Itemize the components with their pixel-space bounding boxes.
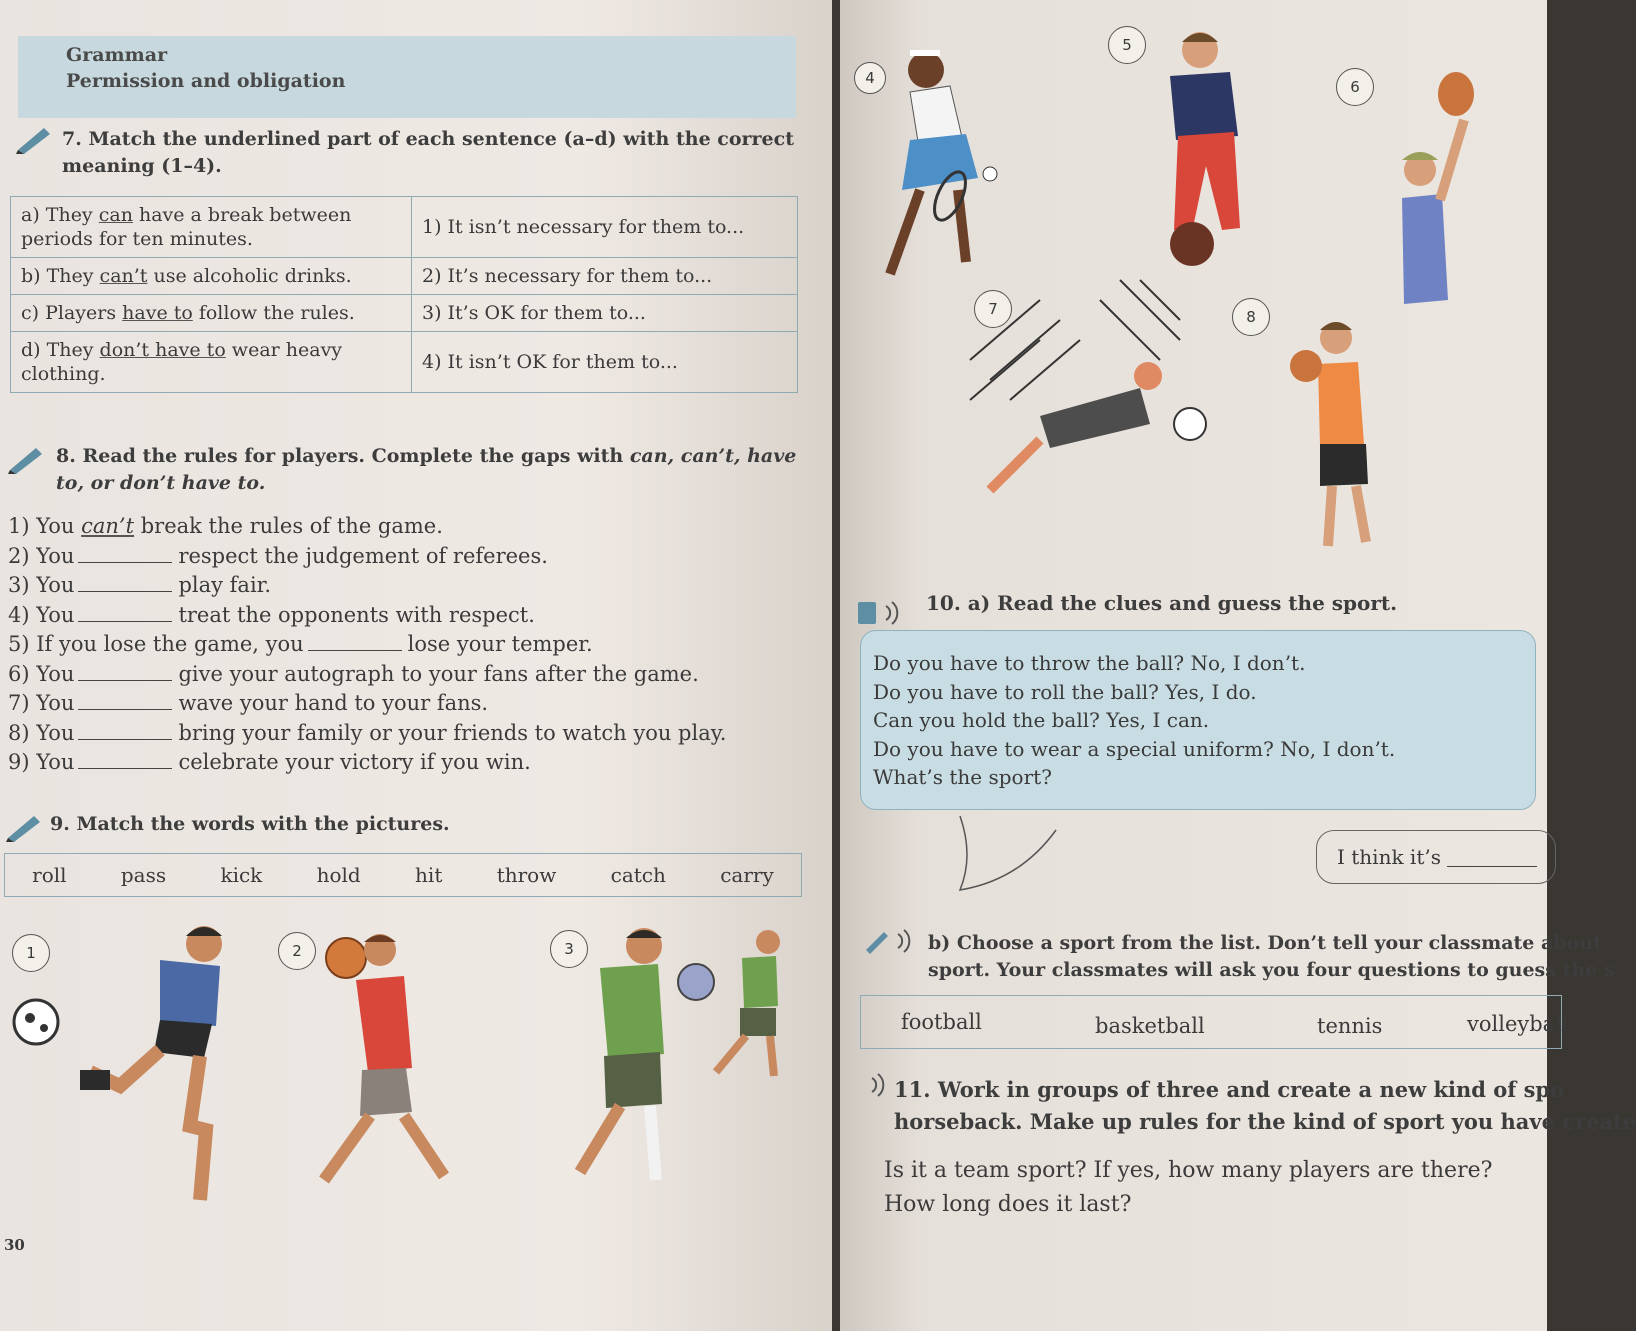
ex8-item <box>8 689 823 719</box>
clue-line: Do you have to roll the ball? Yes, I do. <box>873 679 1257 704</box>
speech-bubble-tail <box>950 812 1070 892</box>
ex8-item <box>8 630 823 660</box>
clue-speech-bubble <box>860 630 1536 810</box>
ex8-blank[interactable] <box>78 691 172 710</box>
ex8-list <box>8 512 823 778</box>
ex8-item-end: treat the opponents with respect. <box>178 602 535 627</box>
ex10a-heading: 10. a) Read the clues and guess the sport. <box>926 591 1398 615</box>
ex8-item-start: 4) You <box>8 602 75 627</box>
sport-list-box <box>860 995 1569 1049</box>
ex8-item-end: celebrate your victory if you win. <box>178 750 531 774</box>
ex9-word: carry <box>720 863 774 887</box>
ex10b-line1: b) Choose a sport from the list. Don’t tell your classmate about <box>928 932 1602 954</box>
sentence-text: c) Players <box>21 302 123 324</box>
ex8-options-b: to, or don’t have to. <box>56 472 266 494</box>
sentence-text: use alcoholic drinks. <box>147 265 352 287</box>
ex8-item-end: play fair. <box>178 573 272 597</box>
right-page <box>840 0 1636 1331</box>
ex8-item <box>8 571 823 601</box>
ex8-item <box>8 601 823 631</box>
ex8-item-start: 6) You <box>8 661 75 686</box>
ex9-word: roll <box>32 863 67 887</box>
ex7-row <box>11 332 798 393</box>
basketball-throwing-player-illustration <box>1402 72 1474 304</box>
underlined-phrase: don’t have to <box>99 339 226 361</box>
reply-text: I think it’s <box>1337 845 1441 869</box>
picture-number: 4 <box>854 62 886 94</box>
picture-number: 3 <box>550 930 588 968</box>
ex8-blank[interactable] <box>78 573 172 592</box>
page-number: 30 <box>4 1236 25 1254</box>
ex8-blank[interactable] <box>78 750 172 769</box>
ex7-sentence-cell <box>11 332 412 393</box>
ex7-sentence-cell <box>11 258 412 295</box>
grammar-subtitle: Permission and obligation <box>66 70 346 92</box>
ex8-blank[interactable] <box>308 632 402 651</box>
pencil-icon <box>16 124 52 154</box>
sentence-text: d) They <box>21 339 100 361</box>
reply-speech-bubble <box>1316 830 1556 884</box>
pencil-icon <box>8 444 44 474</box>
ex8-blank[interactable] <box>78 662 172 681</box>
book-audio-icon <box>856 598 916 628</box>
sport-option: basketball <box>1095 1014 1205 1038</box>
ex8-item-end: respect the judgement of referees. <box>178 543 548 568</box>
kicking-player-illustration <box>14 926 222 1200</box>
goalkeeper-illustration <box>970 280 1206 490</box>
ex8-item-end: break the rules of the game. <box>134 514 443 538</box>
reply-blank <box>1447 848 1537 867</box>
ex8-heading <box>56 443 816 497</box>
ex7-sentence-cell <box>11 197 412 258</box>
sentence-text: follow the rules. <box>192 302 355 324</box>
ex8-item-start: 9) You <box>8 750 75 774</box>
ex7-row <box>11 197 798 258</box>
ex11-line1: 11. Work in groups of three and create a new kind of spo <box>894 1077 1565 1102</box>
ex7-row <box>11 295 798 332</box>
ex8-heading-text: 8. Read the rules for players. Complete the gaps with <box>56 445 630 467</box>
ex8-example-answer: can’t <box>81 514 135 538</box>
ex11-heading <box>894 1074 1636 1138</box>
ex9-word: kick <box>220 863 263 887</box>
underlined-phrase: can’t <box>99 265 148 287</box>
sport-option: football <box>901 1010 982 1034</box>
picture-number: 1 <box>12 934 50 972</box>
ex7-sentence-cell <box>11 295 412 332</box>
ex11-bullet: Is it a team sport? If yes, how many players are there? <box>884 1158 1493 1183</box>
sports-illustrations <box>840 20 1547 580</box>
ex8-item <box>8 660 823 690</box>
picture-number: 7 <box>974 290 1012 328</box>
sport-option: volleyball <box>1467 1012 1569 1036</box>
sentence-text: a) They <box>21 204 99 226</box>
ex9-word: pass <box>120 863 167 887</box>
underlined-phrase: have to <box>122 302 193 324</box>
ex8-item-end: lose your temper. <box>407 632 593 656</box>
ex9-word: catch <box>610 863 666 887</box>
ex8-item-end: bring your family or your friends to watch you play. <box>178 720 727 745</box>
ex11-bullets <box>884 1154 1544 1222</box>
clue-line: Do you have to throw the ball? No, I don’t. <box>873 651 1306 675</box>
ex9-heading: 9. Match the words with the pictures. <box>50 813 450 835</box>
audio-icon <box>866 1072 892 1098</box>
underlined-phrase: can <box>98 204 133 226</box>
clue-line: Do you have to wear a special uniform? No, I don’t. <box>873 736 1396 761</box>
ex9-word: hold <box>316 863 361 887</box>
ex11-bullet: How long does it last? <box>884 1192 1132 1217</box>
ex8-item-start: 1) You <box>8 514 82 538</box>
picture-number: 5 <box>1108 26 1146 64</box>
ex7-meaning-cell: 4) It isn’t OK for them to... <box>412 332 798 393</box>
ex7-meaning-cell: 2) It’s necessary for them to... <box>412 258 798 295</box>
ex8-blank[interactable] <box>78 603 172 622</box>
clue-line: Can you hold the ball? Yes, I can. <box>873 708 1210 732</box>
ex8-options-a: can, can’t, have <box>629 445 797 467</box>
pencil-audio-icon <box>864 928 914 954</box>
sentence-text: have a break between periods for ten minutes. <box>21 204 352 250</box>
clue-line: What’s the sport? <box>873 765 1052 789</box>
ex8-blank[interactable] <box>78 721 172 740</box>
picture-number: 8 <box>1232 298 1270 336</box>
picture-number: 2 <box>278 932 316 970</box>
tennis-player-illustration <box>890 50 997 274</box>
holding-ball-player-illustration <box>324 934 444 1180</box>
sentence-text: wear heavy clothing. <box>21 339 343 385</box>
ex10b-line2: sport. Your classmates will ask you four questions to guess the s <box>928 959 1615 981</box>
passing-players-illustration <box>580 928 780 1180</box>
ex8-item-end: give your autograph to your fans after the game. <box>178 661 699 686</box>
ex8-blank[interactable] <box>78 544 172 563</box>
ex10b-heading <box>928 930 1615 984</box>
sport-option: tennis <box>1317 1014 1383 1038</box>
ex7-meaning-cell: 1) It isn’t necessary for them to... <box>412 197 798 258</box>
ex11-line2: horseback. Make up rules for the kind of sport you have create <box>894 1109 1636 1134</box>
ex8-item-end: wave your hand to your fans. <box>178 691 489 715</box>
ex9-word: hit <box>415 863 443 887</box>
ex8-item <box>8 719 823 749</box>
ex8-item-start: 2) You <box>8 543 75 568</box>
ex8-item-start: 3) You <box>8 573 75 597</box>
ex8-item <box>8 542 823 572</box>
sports-illustrations <box>0 920 820 1210</box>
ex7-meaning-cell: 3) It’s OK for them to... <box>412 295 798 332</box>
ex8-item-start: 5) If you lose the game, you <box>8 632 304 656</box>
sentence-text: b) They <box>21 265 100 287</box>
basketball-holding-player-illustration <box>1290 322 1368 546</box>
ex7-match-table <box>10 196 798 393</box>
grammar-title: Grammar <box>66 44 168 66</box>
ex8-item <box>8 512 823 542</box>
bowling-player-illustration <box>1170 32 1240 266</box>
ex9-word: throw <box>496 863 557 887</box>
picture-number: 6 <box>1336 68 1374 106</box>
ex7-row <box>11 258 798 295</box>
ex8-item <box>8 748 823 778</box>
ex7-heading: 7. Match the underlined part of each sentence (a–d) with the correct meaning (1–4). <box>62 128 794 177</box>
ex8-item-start: 8) You <box>8 720 75 745</box>
ex8-item-start: 7) You <box>8 691 75 715</box>
ex9-word-box <box>4 853 802 897</box>
pencil-icon <box>6 812 42 842</box>
